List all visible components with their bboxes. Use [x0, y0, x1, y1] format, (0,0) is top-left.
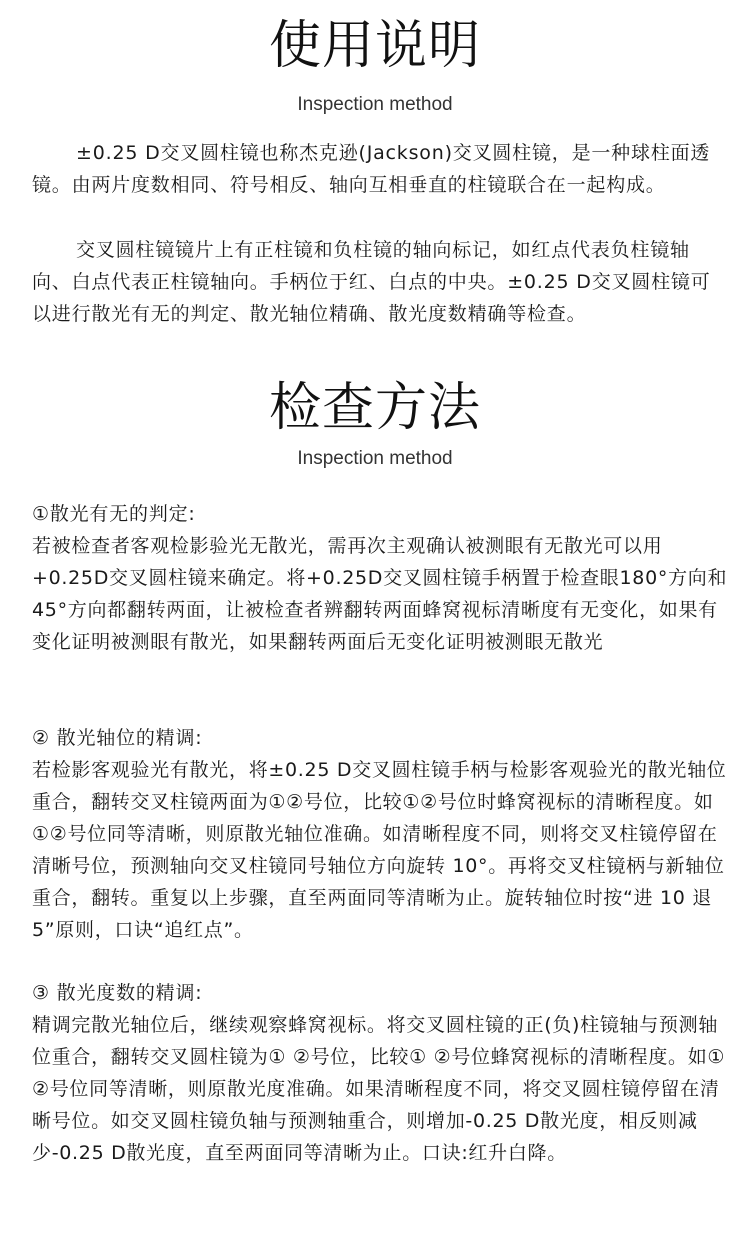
usage-subtitle: Inspection method: [297, 94, 453, 115]
step-power-refinement: [32, 977, 737, 1169]
step-axis-refinement: [32, 722, 737, 946]
step-heading: ② 散光轴位的精调:: [32, 727, 203, 749]
intro-paragraph-2: 交叉圆柱镜镜片上有正柱镜和负柱镜的轴向标记，如红点代表负柱镜轴向、白点代表正柱镜轴向。手柄位于红、白点的中央。±0.25 D交叉圆柱镜可以进行散光有无的判定、散光轴位精确、散光度数精确等检查。: [32, 239, 711, 325]
usage-title: 使用说明: [268, 16, 481, 76]
step-body: 若被检查者客观检影验光无散光，需再次主观确认被测眼有无散光可以用+0.25D交叉圆柱镜来确定。将+0.25D交叉圆柱镜手柄置于检查眼180°方向和45°方向都翻转两面，让被检查者辨翻转两面蜂窝视标清晰度有无变化，如果有变化证明被测眼有散光，如果翻转两面后无变化证明被测眼无散光: [32, 535, 728, 653]
step-astigmatism-presence: [32, 498, 737, 658]
step-heading: ①散光有无的判定:: [32, 503, 196, 525]
step-body: 精调完散光轴位后，继续观察蜂窝视标。将交叉圆柱镜的正(负)柱镜轴与预测轴位重合，翻转交叉圆柱镜为① ②号位，比较① ②号位蜂窝视标的清晰程度。如① ②号位同等清晰，则原散光度准确。如果清晰程度不同，将交叉圆柱镜停留在清晰号位。如交叉圆柱镜负轴与预测轴重合，则增加-0.25 D散光度，相反则减少-0.25 D散光度，直至两面同等清晰为止。口诀:红升白降。: [32, 1014, 726, 1164]
method-title: 检查方法: [268, 378, 481, 438]
step-heading: ③ 散光度数的精调:: [32, 982, 203, 1004]
step-body: 若检影客观验光有散光，将±0.25 D交叉圆柱镜手柄与检影客观验光的散光轴位重合，翻转交叉柱镜两面为①②号位，比较①②号位时蜂窝视标的清晰程度。如①②号位同等清晰，则原散光轴位准确。如清晰程度不同，则将交叉柱镜停留在清晰号位，预测轴向交叉柱镜同号轴位方向旋转 10°。再将交叉柱镜柄与新轴位重合，翻转。重复以上步骤，直至两面同等清晰为止。旋转轴位时按“进 10 退 5”原则，口诀“追红点”。: [32, 759, 727, 941]
intro-paragraph-1: ±0.25 D交叉圆柱镜也称杰克逊(Jackson)交叉圆柱镜，是一种球柱面透镜。由两片度数相同、符号相反、轴向互相垂直的柱镜联合在一起构成。: [32, 142, 711, 196]
method-subtitle: Inspection method: [297, 448, 453, 469]
